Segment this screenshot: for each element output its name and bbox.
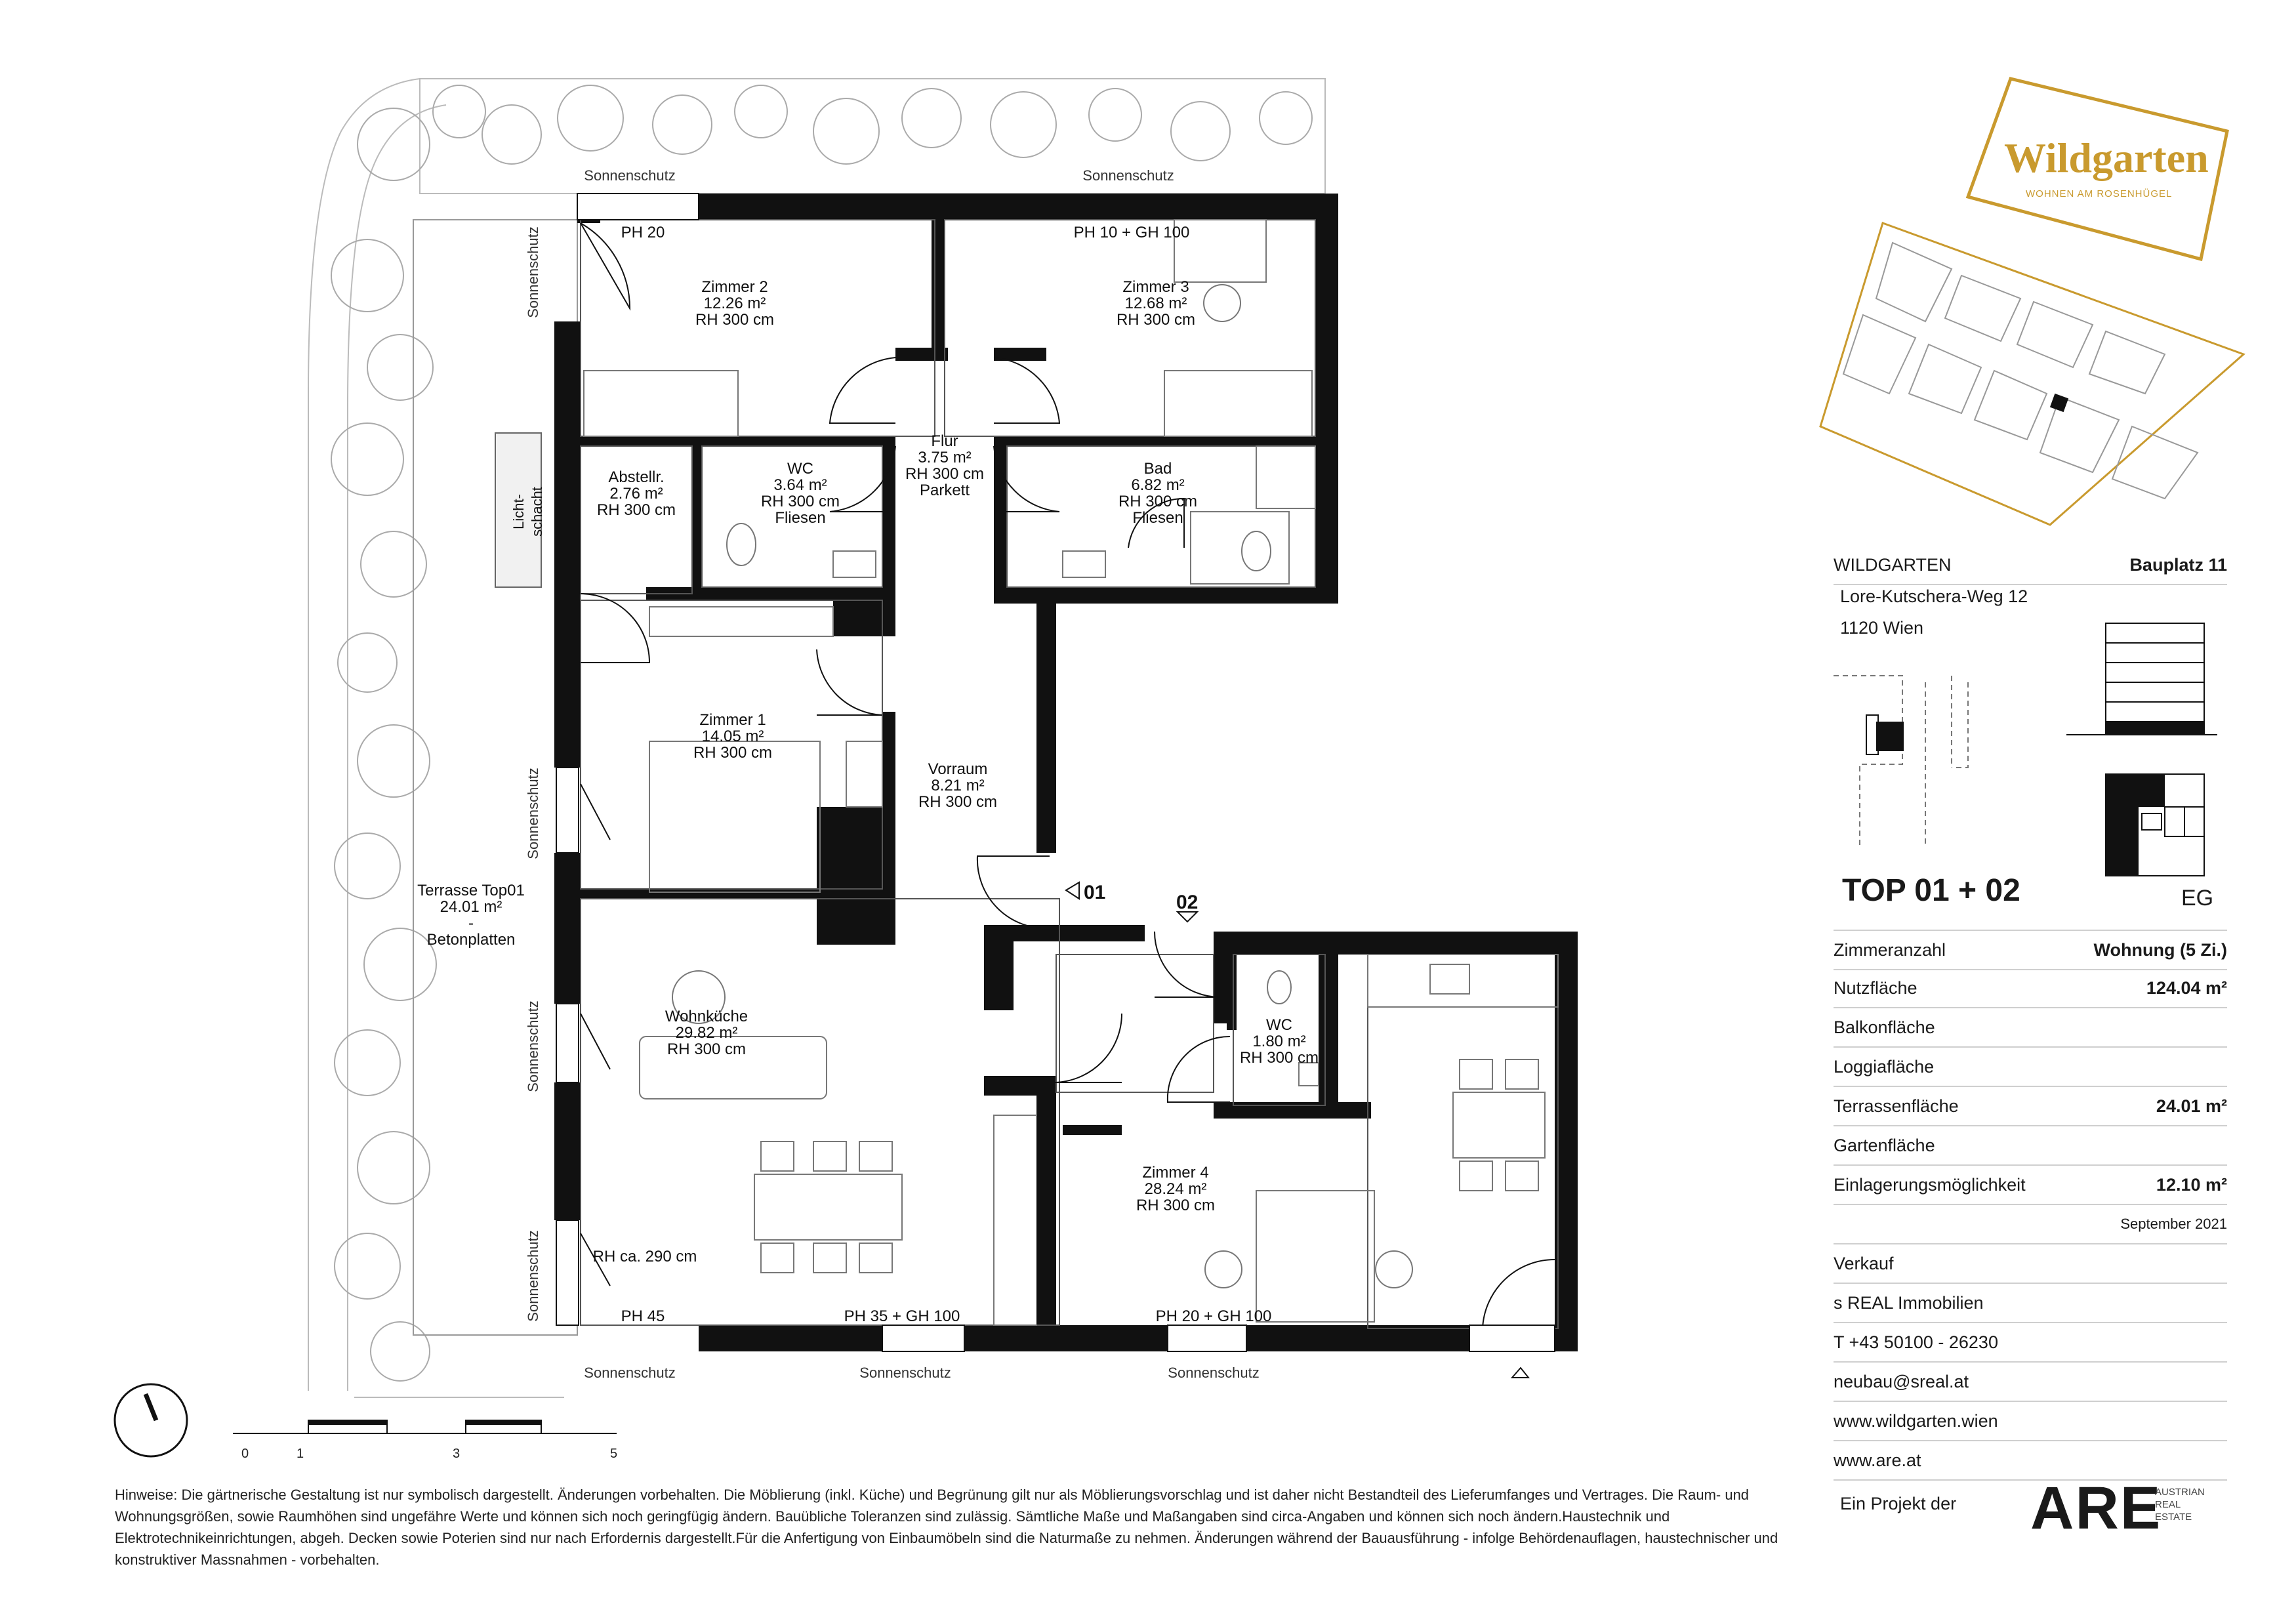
scale-tick-0: 0 <box>241 1447 249 1461</box>
contact-phone[interactable]: T +43 50100 - 26230 <box>1834 1332 1998 1352</box>
room-bad <box>1118 460 1197 527</box>
website-link-are[interactable]: www.are.at <box>1834 1450 1921 1470</box>
svg-text:RH 300 cm: RH 300 cm <box>596 501 676 519</box>
floor-label: EG <box>2181 886 2214 911</box>
scale-tick-1: 1 <box>297 1447 304 1461</box>
svg-text:WC: WC <box>1266 1016 1292 1034</box>
plan-date: September 2021 <box>2120 1216 2227 1232</box>
svg-text:3.75 m²: 3.75 m² <box>918 449 972 466</box>
sonnenschutz-label: Sonnenschutz <box>584 1365 676 1381</box>
disclaimer-notes: Hinweise: Die gärtnerische Gestaltung ist nur symbolisch dargestellt. Änderungen vorbehalten. Die Möblierung (inkl. Küche) und Begrünung gilt nur als Möblierungsvorschlag und ist daher nicht Bestandteil des Lieferumfanges und Vertrages. Die Raum- und Wohnungsgrößen, sowie Raumhöhen sind ungefähre Werte und können sich noch geringfügig ändern. Bauübliche Toleranzen sind zulässig. Sämtliche Maße und Maßangaben sind circa-Angaben und können sich noch ändern.Haustechnik und Elektrotechnikeinrichtungen, abgeh. Decken sowie Poterien sind nur nach Erfordernis dargestellt.Für die Anfertigung von Einbaumöbeln sind die Naturmaße zu nehmen. Änderungen während der Bauausführung - infolge Behördenauflagen, haustechnischer und konstruktiver Massnahmen - vorbehalten. <box>115 1487 1778 1568</box>
scale-tick-5: 5 <box>610 1447 618 1461</box>
svg-text:Fliesen: Fliesen <box>775 509 826 527</box>
svg-text:24.01 m²: 24.01 m² <box>440 898 502 916</box>
svg-text:RH 300 cm: RH 300 cm <box>693 744 773 762</box>
website-row-1 <box>1834 1402 2227 1441</box>
logo-brand-text: Wildgarten <box>2004 134 2209 181</box>
svg-text:1.80 m²: 1.80 m² <box>1252 1033 1306 1050</box>
svg-text:Betonplatten: Betonplatten <box>426 931 516 949</box>
furniture <box>584 220 1558 1325</box>
room-terrasse <box>417 882 525 949</box>
key-plan-location-highlight <box>1876 722 1904 751</box>
svg-text:RH 300 cm: RH 300 cm <box>760 493 840 510</box>
scale-bar <box>233 1420 617 1433</box>
svg-text:Wohnküche: Wohnküche <box>665 1008 748 1025</box>
project-plot: Bauplatz 11 <box>2129 554 2227 575</box>
sonnenschutz-label: Sonnenschutz <box>1082 167 1174 184</box>
room-zimmer4 <box>1136 1164 1215 1214</box>
detail-label: Terrassenfläche <box>1834 1096 1959 1116</box>
entrance-01-label: 01 <box>1084 882 1106 903</box>
window-ph45: PH 45 <box>621 1307 665 1325</box>
svg-text:Parkett: Parkett <box>919 482 970 499</box>
window-ph20: PH 20 <box>621 224 665 241</box>
room-zimmer3 <box>1117 278 1195 329</box>
sonnenschutz-label: Sonnenschutz <box>584 167 676 184</box>
entrance-markers <box>1066 882 1528 1378</box>
svg-text:RH 300 cm: RH 300 cm <box>1116 311 1196 329</box>
svg-text:3.64 m²: 3.64 m² <box>773 476 827 494</box>
detail-row-terrassenflaeche <box>1834 1087 2227 1126</box>
key-plan-floor-highlight <box>2106 722 2204 735</box>
wildgarten-logo <box>1968 79 2227 259</box>
svg-text:RH 300 cm: RH 300 cm <box>695 311 775 329</box>
svg-text:2.76 m²: 2.76 m² <box>609 485 663 503</box>
walls <box>554 194 1578 1351</box>
room-zimmer1 <box>693 711 772 762</box>
date-row <box>1834 1205 2227 1244</box>
are-sub-line: ESTATE <box>2155 1511 2192 1523</box>
detail-row-loggiaflaeche <box>1834 1048 2227 1087</box>
svg-text:12.68 m²: 12.68 m² <box>1124 295 1187 312</box>
svg-text:Flur: Flur <box>931 432 958 450</box>
site-plan-map <box>1820 223 2244 525</box>
sonnenschutz-label: Sonnenschutz <box>525 1000 541 1092</box>
contact-email-row <box>1834 1363 2227 1402</box>
svg-text:RH 300 cm: RH 300 cm <box>905 465 985 483</box>
detail-label: Gartenfläche <box>1834 1135 1935 1155</box>
contact-company-row <box>1834 1284 2227 1323</box>
svg-text:Bad: Bad <box>1143 460 1172 478</box>
entrance-02-label: 02 <box>1176 892 1199 913</box>
svg-text:Zimmer 4: Zimmer 4 <box>1142 1164 1209 1181</box>
terrace-outline <box>413 220 577 1335</box>
svg-text:Abstellr.: Abstellr. <box>608 468 665 486</box>
project-name: WILDGARTEN <box>1834 554 1952 575</box>
svg-text:Zimmer 3: Zimmer 3 <box>1122 278 1189 296</box>
logo-tagline: WOHNEN AM ROSENHÜGEL <box>2026 188 2173 199</box>
svg-text:RH 300 cm: RH 300 cm <box>918 793 998 811</box>
svg-text:8.21 m²: 8.21 m² <box>931 777 985 794</box>
sonnenschutz-label: Sonnenschutz <box>525 1230 541 1322</box>
room-wc-2 <box>1240 1016 1319 1067</box>
room-abstellraum <box>597 468 676 519</box>
svg-text:Zimmer 1: Zimmer 1 <box>699 711 766 729</box>
detail-label: Einlagerungsmöglichkeit <box>1834 1174 2026 1195</box>
project-street: Lore-Kutschera-Weg 12 <box>1840 586 2028 606</box>
contact-heading-row <box>1834 1244 2227 1284</box>
window-ph35-gh100: PH 35 + GH 100 <box>844 1307 960 1325</box>
detail-row-einlagerung <box>1834 1166 2227 1205</box>
detail-label: Loggiafläche <box>1834 1056 1935 1077</box>
svg-text:RH 300 cm: RH 300 cm <box>666 1040 747 1058</box>
room-zimmer2 <box>695 278 774 329</box>
contact-email-link[interactable]: neubau@sreal.at <box>1834 1371 1969 1391</box>
are-logo: ARE <box>2030 1475 2162 1542</box>
door-swings <box>581 223 1555 1328</box>
lichtschacht-label-2: schacht <box>529 487 545 537</box>
detail-label: Zimmeranzahl <box>1834 939 1946 960</box>
are-sub-line: REAL <box>2155 1499 2181 1510</box>
svg-text:Terrasse Top01: Terrasse Top01 <box>417 882 525 899</box>
sonnenschutz-label: Sonnenschutz <box>525 768 541 859</box>
svg-text:Vorraum: Vorraum <box>928 760 988 778</box>
svg-text:RH 300 cm: RH 300 cm <box>1239 1049 1319 1067</box>
detail-value: Wohnung (5 Zi.) <box>2093 939 2227 960</box>
are-logo-subtitle <box>2155 1486 2205 1523</box>
svg-text:RH 300 cm: RH 300 cm <box>1136 1197 1216 1214</box>
key-plan-section <box>2066 623 2217 735</box>
svg-text:29.82 m²: 29.82 m² <box>675 1024 738 1042</box>
room-flur <box>905 432 984 499</box>
room-vorraum <box>918 760 997 811</box>
svg-text:14.05 m²: 14.05 m² <box>701 728 764 745</box>
site-plan-marker <box>2050 394 2068 412</box>
lichtschacht-label-1: Licht- <box>510 494 527 529</box>
svg-text:28.24 m²: 28.24 m² <box>1144 1180 1207 1198</box>
detail-value: 24.01 m² <box>2156 1096 2227 1116</box>
svg-text:RH 300 cm: RH 300 cm <box>1118 493 1198 510</box>
north-arrow <box>115 1384 187 1456</box>
room-wc <box>761 460 840 527</box>
key-plan-floor <box>2106 774 2204 876</box>
detail-label: Balkonfläche <box>1834 1017 1935 1037</box>
project-by-label: Ein Projekt der <box>1840 1494 1957 1513</box>
are-sub-line: AUSTRIAN <box>2155 1487 2205 1498</box>
sonnenschutz-label: Sonnenschutz <box>525 226 541 318</box>
svg-text:12.26 m²: 12.26 m² <box>703 295 766 312</box>
detail-row-nutzflaeche <box>1834 969 2227 1008</box>
svg-text:Fliesen: Fliesen <box>1132 509 1183 527</box>
svg-text:-: - <box>468 914 474 932</box>
detail-row-zimmeranzahl <box>1834 930 2227 970</box>
unit-title: TOP 01 + 02 <box>1842 873 2020 908</box>
sonnenschutz-label: Sonnenschutz <box>859 1365 951 1381</box>
interior-lines <box>581 220 1558 1328</box>
detail-value: 12.10 m² <box>2156 1174 2227 1195</box>
window-ph10-gh100: PH 10 + GH 100 <box>1073 224 1190 241</box>
svg-text:WC: WC <box>787 460 813 478</box>
contact-heading: Verkauf <box>1834 1253 1894 1273</box>
key-plan-location <box>1834 676 1968 846</box>
detail-value: 124.04 m² <box>2146 977 2227 998</box>
contact-phone-row <box>1834 1323 2227 1363</box>
contact-company: s REAL Immobilien <box>1834 1292 1984 1313</box>
room-wohnkueche <box>665 1008 748 1058</box>
sonnenschutz-label: Sonnenschutz <box>1168 1365 1260 1381</box>
detail-row-gartenflaeche <box>1834 1126 2227 1166</box>
website-link-wildgarten[interactable]: www.wildgarten.wien <box>1834 1410 1998 1431</box>
ceiling-height-note: RH ca. 290 cm <box>592 1248 697 1265</box>
window-ph20-gh100: PH 20 + GH 100 <box>1155 1307 1272 1325</box>
project-header-row <box>1834 546 2227 585</box>
detail-label: Nutzfläche <box>1834 977 1917 998</box>
svg-text:6.82 m²: 6.82 m² <box>1131 476 1185 494</box>
project-city: 1120 Wien <box>1840 618 1924 638</box>
site-plan-buildings <box>1843 243 2198 499</box>
svg-text:Zimmer 2: Zimmer 2 <box>701 278 768 296</box>
scale-tick-3: 3 <box>453 1447 461 1461</box>
detail-row-balkonflaeche <box>1834 1008 2227 1048</box>
